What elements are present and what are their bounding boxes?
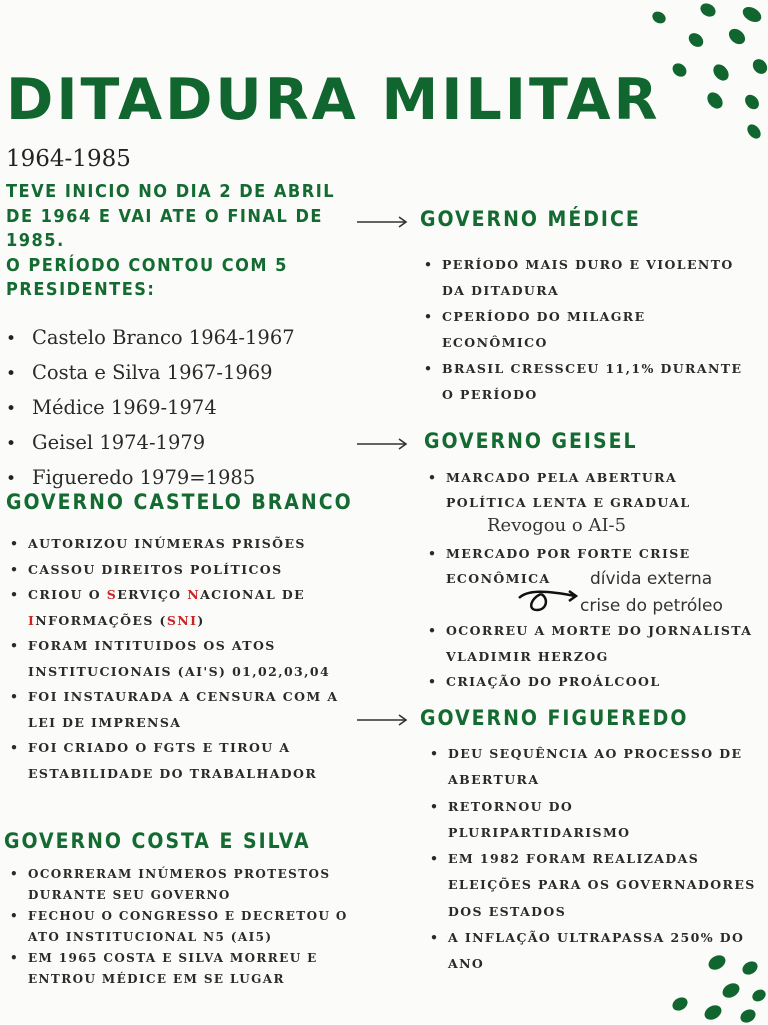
list-item: • OCORRERAM INÚMEROS PROTESTOS DURANTE SEU GOVERNO xyxy=(6,864,354,906)
crisis-text-a: MERCADO POR FORTE CRISE xyxy=(446,546,691,561)
list-item: • RETORNOU DO PLURIPARTIDARISMO xyxy=(426,794,756,847)
list-item: • EM 1982 FORAM REALIZADAS ELEIÇÕES PARA OS GOVERNADORES DOS ESTADOS xyxy=(426,846,756,925)
handwritten-note-oil: crise do petróleo xyxy=(580,596,723,616)
arrow-right-icon xyxy=(357,216,409,228)
sni-letter-i: I xyxy=(28,612,36,628)
list-item: • Castelo Branco 1964-1967 xyxy=(6,321,295,356)
list-item: • OCORREU A MORTE DO JORNALISTA VLADIMIR HERZOG xyxy=(424,618,754,669)
list-item: • A INFLAÇÃO ULTRAPASSA 250% DO ANO xyxy=(426,925,756,978)
period-years: 1964-1985 xyxy=(6,146,131,172)
intro-start-text: TEVE INICIO NO DIA 2 DE ABRIL DE 1964 E VAI ATE O FINAL DE 1985. xyxy=(6,181,336,251)
list-item: • DEU SEQUÊNCIA AO PROCESSO DE ABERTURA xyxy=(426,741,756,794)
sni-letter-s: S xyxy=(106,587,118,602)
costa-heading: GOVERNO COSTA E SILVA xyxy=(4,829,311,853)
list-item: • BRASIL CRESSCEU 11,1% DURANTE O PERÍODO xyxy=(420,356,755,408)
costa-list xyxy=(6,864,354,990)
geisel-list-rest xyxy=(424,618,754,695)
castelo-heading: GOVERNO CASTELO BRANCO xyxy=(6,490,353,514)
sni-text-d: NFORMAÇÕES ( xyxy=(35,612,167,628)
sni-text-e: ) xyxy=(197,612,205,628)
sni-letter-n: N xyxy=(187,587,201,602)
medice-heading: GOVERNO MÉDICE xyxy=(420,207,641,231)
list-item: • AUTORIZOU INÚMERAS PRISÕES xyxy=(6,531,346,557)
figueredo-heading: GOVERNO FIGUEREDO xyxy=(420,706,689,730)
list-item: • FOI CRIADO O FGTS E TIROU A ESTABILIDADE DO TRABALHADOR xyxy=(6,735,346,786)
list-item: • Geisel 1974-1979 xyxy=(6,426,295,461)
presidents-list xyxy=(6,321,295,496)
castelo-list xyxy=(6,531,346,786)
sni-acronym: SNI xyxy=(166,612,198,628)
geisel-list xyxy=(424,465,754,515)
handwritten-note-ai5: Revogou o AI-5 xyxy=(487,515,627,536)
list-item: • EM 1965 COSTA E SILVA MORREU E ENTROU MÉDICE EM SE LUGAR xyxy=(6,948,354,990)
list-item: • FOI INSTAURADA A CENSURA COM A LEI DE IMPRENSA xyxy=(6,684,346,735)
arrow-right-icon xyxy=(357,438,409,450)
geisel-heading: GOVERNO GEISEL xyxy=(424,429,638,453)
sni-text-a: CRIOU O xyxy=(28,587,107,602)
medice-list xyxy=(420,252,755,408)
page-title: DITADURA MILITAR xyxy=(6,67,661,133)
handwritten-note-debt: dívida externa xyxy=(590,569,713,589)
list-item: • CASSOU DIREITOS POLÍTICOS xyxy=(6,557,346,583)
crisis-text-b: ECONÔMICA xyxy=(446,571,551,586)
arrow-right-icon xyxy=(357,714,409,726)
sni-text-b: ERVIÇO xyxy=(117,587,188,602)
list-item: • Costa e Silva 1967-1969 xyxy=(6,356,295,391)
intro-presidents-text: O PERÍODO CONTOU COM 5 PRESIDENTES: xyxy=(6,254,288,300)
curly-arrow-icon xyxy=(517,588,579,614)
list-item: • Médice 1969-1974 xyxy=(6,391,295,426)
list-item: • CRIAÇÃO DO PROÁLCOOL xyxy=(424,669,754,695)
figueredo-list xyxy=(426,741,756,978)
list-item: • CPERÍODO DO MILAGRE ECONÔMICO xyxy=(420,304,755,356)
intro-text xyxy=(6,180,336,303)
list-item: • FECHOU O CONGRESSO E DECRETOU O ATO INSTITUCIONAL N5 (AI5) xyxy=(6,906,354,948)
list-item: • FORAM INTITUIDOS OS ATOS INSTITUCIONAIS (AI'S) 01,02,03,04 xyxy=(6,633,346,684)
list-item xyxy=(6,582,346,633)
list-item: • PERÍODO MAIS DURO E VIOLENTO DA DITADURA xyxy=(420,252,755,304)
list-item: • Figueredo 1979=1985 xyxy=(6,461,295,496)
list-item: • MARCADO PELA ABERTURA POLÍTICA LENTA E GRADUAL xyxy=(424,465,754,515)
sni-text-c: ACIONAL DE xyxy=(200,587,306,602)
